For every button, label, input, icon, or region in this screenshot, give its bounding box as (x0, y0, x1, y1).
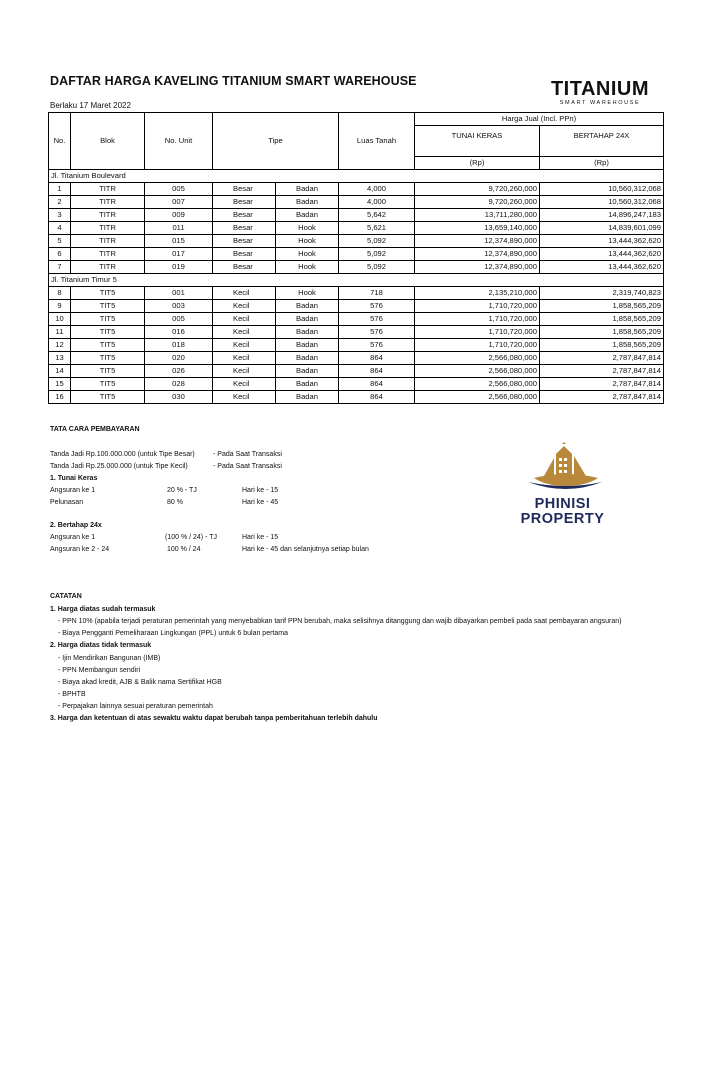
cell-luas: 864 (339, 391, 415, 404)
bertahap-row-2-label: Angsuran ke 2 - 24 (50, 546, 110, 553)
cell-tunai: 2,566,080,000 (415, 391, 540, 404)
note-1-item-1: - PPN 10% (apabila terjadi peraturan pemerintah yang menyebabkan tarif PPN berubah, maka selisihnya ditanggung dan wajib dibayarkan pembeli pada saat pembayaran angsuran) (58, 618, 622, 625)
cell-tunai: 2,135,210,000 (415, 287, 540, 300)
bertahap-row-1-label: Angsuran ke 1 (50, 534, 96, 541)
cell-no: 3 (49, 209, 71, 222)
cell-unit: 001 (145, 287, 213, 300)
cell-blok: TITR (71, 196, 145, 209)
cell-size: Besar (213, 222, 276, 235)
booking-when-1: - Pada Saat Transaksi (213, 451, 282, 458)
cell-type: Hook (276, 222, 339, 235)
cell-no: 13 (49, 352, 71, 365)
cell-no: 15 (49, 378, 71, 391)
cell-unit: 026 (145, 365, 213, 378)
phinisi-brand (505, 497, 620, 527)
cell-blok: TIT5 (71, 378, 145, 391)
cell-blok: TIT5 (71, 326, 145, 339)
cell-size: Besar (213, 209, 276, 222)
cell-bertahap: 10,560,312,068 (540, 183, 664, 196)
header-luas: Luas Tanah (339, 113, 415, 170)
cell-tunai: 9,720,260,000 (415, 183, 540, 196)
group-name: Jl. Titanium Timur 5 (49, 274, 664, 287)
cell-no: 6 (49, 248, 71, 261)
cell-luas: 5,092 (339, 261, 415, 274)
note-2-item-4: - BPHTB (58, 691, 86, 698)
cell-unit: 011 (145, 222, 213, 235)
cell-unit: 005 (145, 313, 213, 326)
table-row (49, 300, 664, 313)
header-harga-jual: Harga Jual (Incl. PPn) (415, 113, 664, 126)
group-row (49, 274, 664, 287)
cell-unit: 020 (145, 352, 213, 365)
cell-bertahap: 2,787,847,814 (540, 378, 664, 391)
header-blok: Blok (71, 113, 145, 170)
cell-luas: 4,000 (339, 196, 415, 209)
cell-type: Hook (276, 287, 339, 300)
cell-no: 9 (49, 300, 71, 313)
table-row (49, 365, 664, 378)
cell-blok: TITR (71, 261, 145, 274)
cell-luas: 864 (339, 365, 415, 378)
cell-unit: 030 (145, 391, 213, 404)
cell-tunai: 1,710,720,000 (415, 326, 540, 339)
cell-bertahap: 2,787,847,814 (540, 352, 664, 365)
cell-blok: TITR (71, 235, 145, 248)
note-2-title: 2. Harga diatas tidak termasuk (50, 642, 152, 649)
cell-type: Badan (276, 183, 339, 196)
booking-label-1: Tanda Jadi Rp.100.000.000 (untuk Tipe Besar) (50, 451, 195, 458)
page-title: DAFTAR HARGA KAVELING TITANIUM SMART WAREHOUSE (50, 74, 417, 88)
bertahap-row-1-amount: (100 % / 24) - TJ (165, 534, 218, 541)
cell-tunai: 2,566,080,000 (415, 352, 540, 365)
cell-tunai: 13,659,140,000 (415, 222, 540, 235)
cell-tunai: 1,710,720,000 (415, 313, 540, 326)
cell-size: Besar (213, 196, 276, 209)
cell-bertahap: 1,858,565,209 (540, 339, 664, 352)
cell-type: Badan (276, 209, 339, 222)
phinisi-line1: PHINISI (534, 496, 591, 512)
cell-blok: TITR (71, 183, 145, 196)
table-row (49, 222, 664, 235)
cell-blok: TIT5 (71, 300, 145, 313)
cell-tunai: 1,710,720,000 (415, 300, 540, 313)
cell-no: 2 (49, 196, 71, 209)
cell-size: Kecil (213, 300, 276, 313)
bertahap-row-2-day: Hari ke - 45 dan selanjutnya setiap bulan (242, 546, 369, 553)
cell-unit: 017 (145, 248, 213, 261)
note-2-item-1: - Ijin Mendirikan Bangunan (IMB) (58, 655, 161, 662)
table-header-row-1 (49, 113, 664, 126)
bertahap-title: 2. Bertahap 24x (50, 522, 102, 529)
cell-luas: 4,000 (339, 183, 415, 196)
cell-luas: 5,092 (339, 235, 415, 248)
cell-type: Badan (276, 196, 339, 209)
cell-luas: 5,621 (339, 222, 415, 235)
cell-unit: 019 (145, 261, 213, 274)
cell-blok: TIT5 (71, 391, 145, 404)
cell-no: 11 (49, 326, 71, 339)
note-2-item-5: - Perpajakan lainnya sesuai peraturan pemerintah (58, 703, 213, 710)
cell-blok: TIT5 (71, 365, 145, 378)
header-bertahap-rp: (Rp) (540, 157, 664, 170)
cell-no: 14 (49, 365, 71, 378)
table-row (49, 248, 664, 261)
cell-type: Badan (276, 300, 339, 313)
cell-unit: 016 (145, 326, 213, 339)
titanium-logo-subtitle: SMART WAREHOUSE (559, 100, 641, 106)
booking-when-2: - Pada Saat Transaksi (213, 463, 282, 470)
cell-size: Kecil (213, 339, 276, 352)
cell-unit: 018 (145, 339, 213, 352)
cell-bertahap: 13,444,362,620 (540, 235, 664, 248)
header-tipe: Tipe (213, 113, 339, 170)
cell-tunai: 12,374,890,000 (415, 235, 540, 248)
cell-luas: 5,092 (339, 248, 415, 261)
cell-bertahap: 1,858,565,209 (540, 313, 664, 326)
note-1-item-2: - Biaya Pengganti Pemeliharaan Lingkungan (PPL) untuk 6 bulan pertama (58, 630, 288, 637)
group-row (49, 170, 664, 183)
cell-size: Besar (213, 261, 276, 274)
cell-blok: TIT5 (71, 339, 145, 352)
cell-unit: 007 (145, 196, 213, 209)
cell-bertahap: 2,319,740,823 (540, 287, 664, 300)
cell-no: 5 (49, 235, 71, 248)
note-2-item-3: - Biaya akad kredit, AJB & Balik nama Sertifikat HGB (58, 679, 222, 686)
cell-tunai: 2,566,080,000 (415, 365, 540, 378)
header-bertahap: BERTAHAP 24X (540, 126, 664, 157)
cell-unit: 028 (145, 378, 213, 391)
cell-blok: TIT5 (71, 352, 145, 365)
note-2-item-2: - PPN Membangun sendiri (58, 667, 141, 674)
cell-bertahap: 10,560,312,068 (540, 196, 664, 209)
note-3: 3. Harga dan ketentuan di atas sewaktu waktu dapat berubah tanpa pemberitahuan terlebih dahulu (50, 715, 378, 722)
phinisi-line2: PROPERTY (520, 511, 605, 527)
table-row (49, 196, 664, 209)
cell-bertahap: 2,787,847,814 (540, 391, 664, 404)
cell-size: Besar (213, 183, 276, 196)
header-no: No. (49, 113, 71, 170)
cell-type: Badan (276, 313, 339, 326)
cell-tunai: 13,711,280,000 (415, 209, 540, 222)
header-tunai: TUNAI KERAS (415, 126, 540, 157)
cell-size: Besar (213, 235, 276, 248)
cell-tunai: 1,710,720,000 (415, 339, 540, 352)
table-row (49, 183, 664, 196)
cell-size: Kecil (213, 352, 276, 365)
cell-type: Badan (276, 365, 339, 378)
cell-no: 10 (49, 313, 71, 326)
cell-unit: 005 (145, 183, 213, 196)
group-name: Jl. Titanium Boulevard (49, 170, 664, 183)
table-row (49, 378, 664, 391)
phinisi-ship-icon (526, 440, 604, 496)
price-table (48, 112, 664, 404)
cell-luas: 864 (339, 378, 415, 391)
cell-type: Hook (276, 248, 339, 261)
table-row (49, 287, 664, 300)
table-row (49, 352, 664, 365)
cell-type: Hook (276, 235, 339, 248)
tunai-row-2-label: Pelunasan (50, 499, 84, 506)
header-unit: No. Unit (145, 113, 213, 170)
cell-type: Badan (276, 378, 339, 391)
table-row (49, 326, 664, 339)
cell-size: Kecil (213, 313, 276, 326)
notes-title: CATATAN (50, 593, 82, 600)
cell-blok: TITR (71, 248, 145, 261)
cell-unit: 009 (145, 209, 213, 222)
cell-bertahap: 2,787,847,814 (540, 365, 664, 378)
cell-bertahap: 14,896,247,183 (540, 209, 664, 222)
table-row (49, 209, 664, 222)
tunai-row-1-amount: 20 % - TJ (167, 487, 197, 494)
cell-size: Kecil (213, 391, 276, 404)
cell-luas: 718 (339, 287, 415, 300)
cell-no: 12 (49, 339, 71, 352)
note-1-title: 1. Harga diatas sudah termasuk (50, 606, 156, 613)
cell-no: 7 (49, 261, 71, 274)
cell-unit: 003 (145, 300, 213, 313)
payment-title: TATA CARA PEMBAYARAN (50, 426, 140, 433)
bertahap-row-1-day: Hari ke - 15 (242, 534, 279, 541)
cell-tunai: 2,566,080,000 (415, 378, 540, 391)
tunai-row-2-day: Hari ke - 45 (242, 499, 279, 506)
cell-no: 8 (49, 287, 71, 300)
cell-size: Kecil (213, 365, 276, 378)
header-tunai-rp: (Rp) (415, 157, 540, 170)
table-row (49, 235, 664, 248)
cell-bertahap: 14,839,601,099 (540, 222, 664, 235)
cell-bertahap: 13,444,362,620 (540, 261, 664, 274)
tunai-row-2-amount: 80 % (167, 499, 183, 506)
table-row (49, 391, 664, 404)
cell-no: 1 (49, 183, 71, 196)
cell-type: Badan (276, 339, 339, 352)
cell-size: Kecil (213, 378, 276, 391)
tunai-title: 1. Tunai Keras (50, 475, 98, 482)
cell-luas: 576 (339, 339, 415, 352)
booking-label-2: Tanda Jadi Rp.25.000.000 (untuk Tipe Kecil) (50, 463, 188, 470)
cell-size: Besar (213, 248, 276, 261)
cell-type: Badan (276, 352, 339, 365)
cell-no: 4 (49, 222, 71, 235)
cell-size: Kecil (213, 326, 276, 339)
cell-tunai: 12,374,890,000 (415, 261, 540, 274)
cell-luas: 576 (339, 326, 415, 339)
cell-type: Badan (276, 391, 339, 404)
cell-no: 16 (49, 391, 71, 404)
cell-tunai: 9,720,260,000 (415, 196, 540, 209)
table-row (49, 339, 664, 352)
valid-date: Berlaku 17 Maret 2022 (50, 101, 131, 110)
cell-blok: TIT5 (71, 313, 145, 326)
cell-blok: TIT5 (71, 287, 145, 300)
bertahap-row-2-amount: 100 % / 24 (167, 546, 201, 553)
cell-type: Hook (276, 261, 339, 274)
cell-blok: TITR (71, 222, 145, 235)
cell-size: Kecil (213, 287, 276, 300)
cell-type: Badan (276, 326, 339, 339)
cell-bertahap: 13,444,362,620 (540, 248, 664, 261)
cell-luas: 864 (339, 352, 415, 365)
cell-tunai: 12,374,890,000 (415, 248, 540, 261)
cell-blok: TITR (71, 209, 145, 222)
cell-bertahap: 1,858,565,209 (540, 300, 664, 313)
tunai-row-1-day: Hari ke - 15 (242, 487, 279, 494)
table-row (49, 313, 664, 326)
cell-luas: 5,642 (339, 209, 415, 222)
cell-unit: 015 (145, 235, 213, 248)
tunai-row-1-label: Angsuran ke 1 (50, 487, 96, 494)
cell-luas: 576 (339, 300, 415, 313)
table-row (49, 261, 664, 274)
cell-luas: 576 (339, 313, 415, 326)
titanium-logo: TITANIUM (550, 78, 650, 100)
cell-bertahap: 1,858,565,209 (540, 326, 664, 339)
